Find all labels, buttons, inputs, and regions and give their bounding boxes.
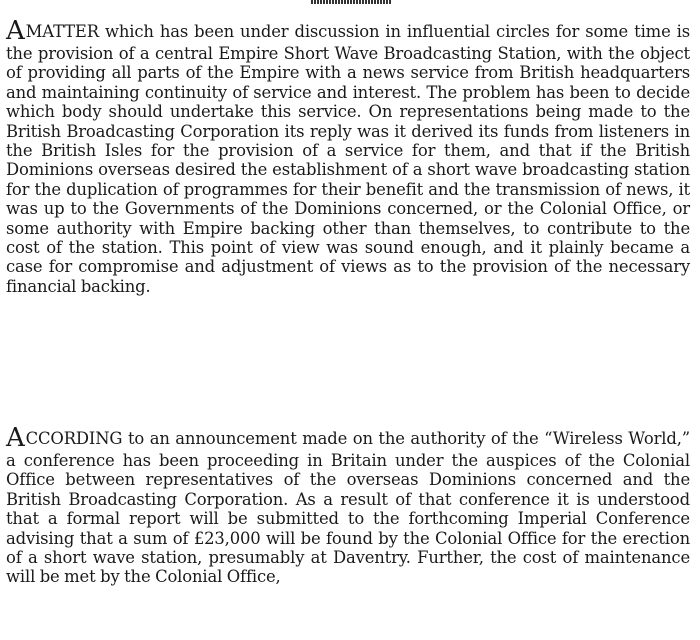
drop-initial: A xyxy=(6,16,25,46)
top-ornament-rule xyxy=(311,0,391,4)
paragraph-wireless-world xyxy=(6,425,690,587)
paragraph-empire-station xyxy=(6,18,690,296)
lead-word: CCORDING xyxy=(25,429,123,448)
paragraph-body: which has been under discussion in influential circles for some time is the provision of a central Empire Short Wave Broadcasting Station, with the object of providing all parts of the Empire with a news service from British headquarters and maintaining continuity of service and interest. The problem has been to decide which body should undertake this service. On representations being made to the British Broadcasting Corporation its reply was it derived its funds from listeners in the British Isles for the provision of a service for them, and that if the British Dominions overseas desired the establishment of a short wave broadcasting station for the duplication of programmes for their benefit and the transmission of news, it was up to the Governments of the Dominions concerned, or the Colonial Office, or some authority with Empire backing other than themselves, to contribute to the cost of the station. This point of view was sound enough, and it plainly became a case for compromise and adjustment of views as to the provision of the necessary financial backing. xyxy=(6,22,691,296)
lead-word: MATTER xyxy=(25,22,99,41)
drop-initial: A xyxy=(6,423,25,453)
paragraph-body: to an announcement made on the authority of the “Wireless World,” a conference has been proceeding in Britain under the auspices of the Colonial Office between representatives of the overseas Dominions concerned and the British Broadcasting Corporation. As a result of that conference it is understood that a formal report will be submitted to the forthcoming Imperial Conference advising that a sum of £23,000 will be found by the Colonial Office for the erection of a short wave station, presumably at Daventry. Further, the cost of maintenance will be met by the Colonial Office, xyxy=(6,429,690,587)
